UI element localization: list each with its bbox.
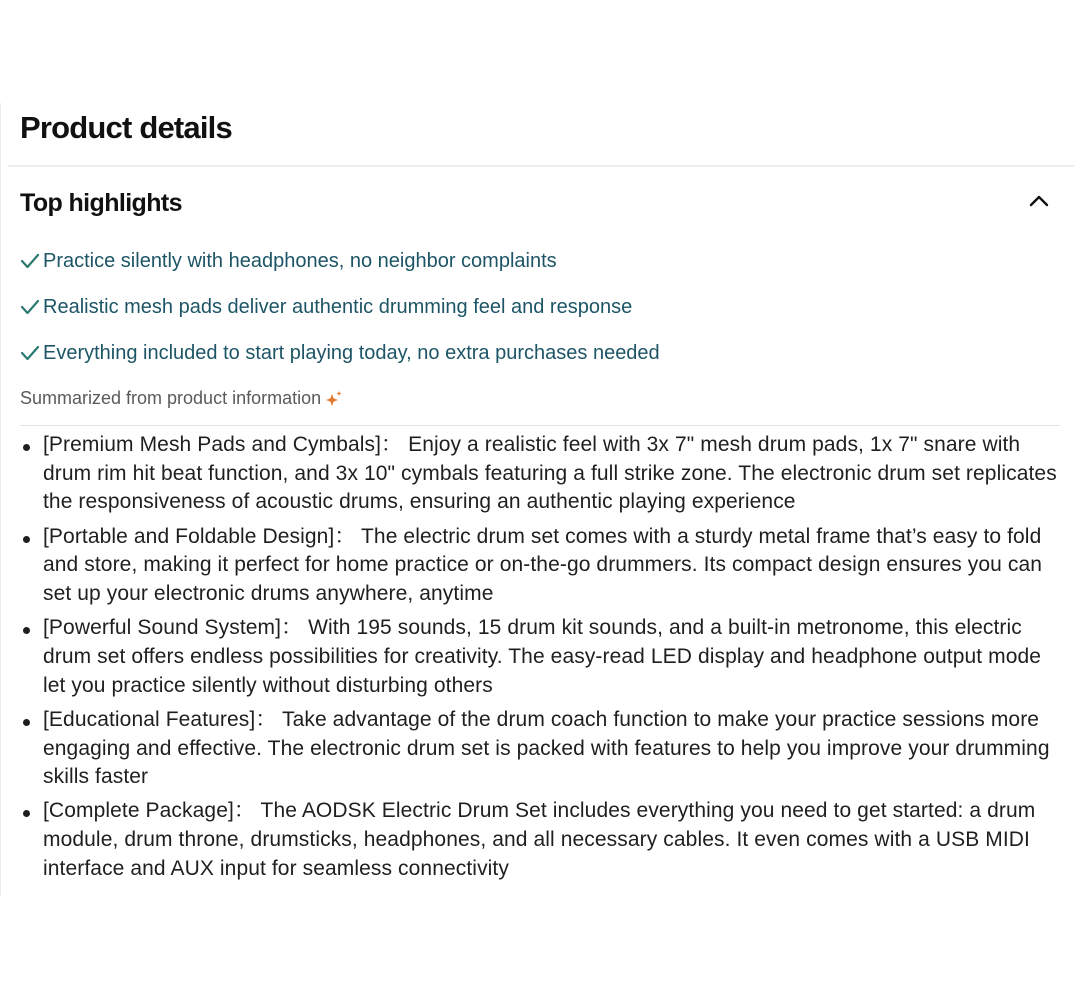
collapse-toggle-button[interactable] bbox=[1024, 188, 1054, 214]
bullet-dot bbox=[23, 719, 30, 726]
highlight-text: Practice silently with headphones, no neighbor complaints bbox=[43, 250, 557, 272]
bullet-dot bbox=[23, 536, 30, 543]
checkmark-icon bbox=[20, 252, 40, 270]
chevron-up-icon bbox=[1024, 188, 1054, 214]
bullet-text: [Powerful Sound System]： With 195 sounds, 15 drum kit sounds, and a built-in metronome, this electric drum set offers endless possibilities for creativity. The easy-read LED display and headphone output mode let you practice silently without disturbing others bbox=[43, 616, 1042, 697]
list-item bbox=[0, 523, 1080, 609]
sparkle-icon bbox=[325, 390, 343, 408]
bullet-text: [Educational Features]： Take advantage of the drum coach function to make your practice sessions more engaging and effective. The electronic drum set is packed with features to help you improve your drumming skills faster bbox=[43, 707, 1050, 789]
highlight-text: Realistic mesh pads deliver authentic drumming feel and response bbox=[43, 296, 633, 318]
list-item bbox=[0, 797, 1080, 883]
divider bbox=[8, 165, 1074, 167]
summary-text: Summarized from product information bbox=[20, 388, 322, 408]
bullet-text: [Complete Package]： The AODSK Electric Drum Set includes everything you need to get started: a drum module, drum throne, drumsticks, headphones, and all necessary cables. It even comes with a USB MIDI interface and AUX input for seamless connectivity bbox=[43, 799, 1036, 880]
description-bullet-list bbox=[0, 431, 1080, 889]
divider bbox=[20, 425, 1060, 426]
list-item bbox=[0, 431, 1080, 517]
bullet-dot bbox=[23, 627, 30, 634]
list-item bbox=[0, 706, 1080, 792]
bullet-text: [Premium Mesh Pads and Cymbals]： Enjoy a realistic feel with 3x 7" mesh drum pads, 1x 7" snare with drum rim hit beat function, and 3x 10" cymbals featuring a full strike zone. The electronic drum set replicates the responsiveness of acoustic drums, ensuring an authentic playing experience bbox=[43, 433, 1057, 514]
list-item bbox=[0, 614, 1080, 700]
checkmark-icon bbox=[20, 298, 40, 316]
bullet-dot bbox=[23, 810, 30, 817]
bullet-text: [Portable and Foldable Design]： The electric drum set comes with a sturdy metal frame that’s easy to fold and store, making it perfect for home practice or on-the-go drummers. Its compact design ensures you can set up your electronic drums anywhere, anytime bbox=[43, 524, 1043, 606]
section-heading-top-highlights[interactable]: Top highlights bbox=[20, 189, 182, 217]
summary-note bbox=[20, 385, 343, 411]
highlight-text: Everything included to start playing today, no extra purchases needed bbox=[43, 342, 660, 364]
bullet-dot bbox=[23, 444, 30, 451]
checkmark-icon bbox=[20, 344, 40, 362]
page-title: Product details bbox=[20, 110, 232, 145]
